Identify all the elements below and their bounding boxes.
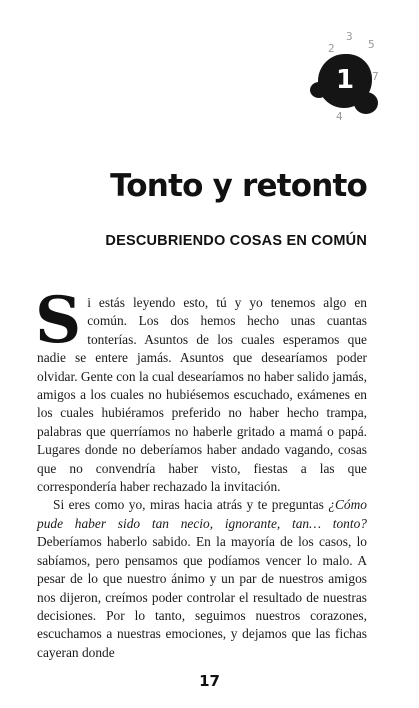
drop-cap: S [35, 283, 82, 358]
chapter-title: Tonto y retonto [110, 168, 367, 204]
chapter-subtitle: DESCUBRIENDO COSAS EN COMÚN [105, 233, 367, 249]
body-text [35, 283, 367, 662]
decorative-digits: 3 [346, 30, 353, 43]
chapter-number-badge [306, 30, 388, 128]
page-number: 17 [199, 672, 220, 690]
paragraph-text: i estás leyendo esto, tú y yo tenemos algo en común. Los dos hemos hecho unas cuantas tonterías. Asuntos de los cuales esperamos que nadie se entere jamás. Asuntos que desearíamos poder olvidar. Gente con la cual desearíamos no haber salido jamás, amigos a los cuales no hubiésemos escuchado, exámenes en los cuales hubiéramos preferido no haber hecho trampa, palabras que querríamos no haberle gritado a mamá o papá. Lugares donde no deberíamos haber andado vagando, cosas que no convendría haber visto, fiestas a las que correspondería haber rechazado la invitación. [37, 295, 367, 495]
italic-question: ¿Cómo pude haber sido tan necio, ignorante, tan… tonto? [37, 497, 367, 531]
decorative-digits: 5 [368, 38, 375, 51]
decorative-digits: 2 [328, 42, 335, 55]
chapter-number: 1 [335, 65, 355, 95]
decorative-digits: 4 [336, 110, 343, 123]
decorative-digits: 7 [372, 70, 379, 83]
paragraph [37, 496, 367, 662]
paragraph-text: Si eres como yo, miras hacia atrás y te preguntas [53, 497, 329, 513]
paragraph-text: Deberíamos haberlo sabido. En la mayoría de los casos, lo sabíamos, pero pensamos que podíamos vencer lo malo. A pesar de lo que nuestro ánimo y un par de nuestros amigos nos dijeron, creímos poder controlar el resultado de nuestras decisiones. Por lo tanto, seguimos nuestros corazones, escuchamos a nuestras emociones, y dejamos que las fichas cayeran donde [37, 534, 367, 660]
paragraph [35, 283, 367, 496]
